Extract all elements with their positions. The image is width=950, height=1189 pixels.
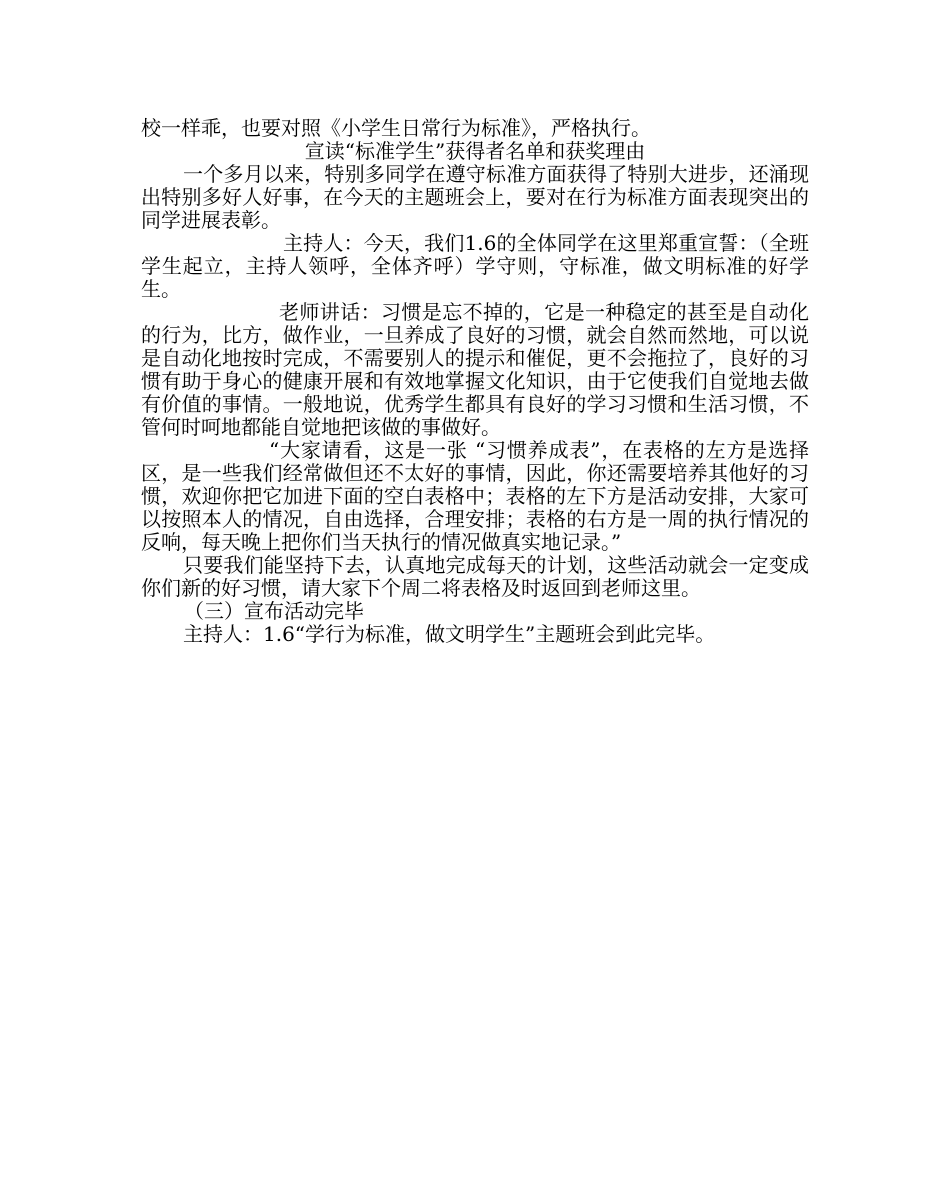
paragraph-teacher-speech: 老师讲话：习惯是忘不掉的，它是一种稳定的甚至是自动化的行为，比方，做作业，一旦养成了良好的习惯，就会自然而然地，可以说是自动化地按时完成，不需要别人的提示和催促，更不会拖拉了，良好的习惯有助于身心的健康开展和有效地掌握文化知识，由于它使我们自觉地去做有价值的事情。一般地说，优秀学生都具有良好的学习习惯和生活习惯，不管何时呵地都能自觉地把该做的事做好。: [141, 300, 809, 439]
paragraph-host-oath: 主持人：今天，我们1.6的全体同学在这里郑重宣誓：（全班学生起立，主持人领呼，全体齐呼）学守则，守标准，做文明标准的好学生。: [141, 231, 809, 301]
section-heading-award: 宣读“标准学生”获得者名单和获奖理由: [304, 139, 646, 163]
document-page: [141, 117, 809, 646]
paragraph-habit-table: “大家请看，这是一张 “习惯养成表”，在表格的左方是选择区，是一些我们经常做但还不太好的事情，因此，你还需要培养其他好的习惯，欢迎你把它加进下面的空白表格中；表格的左下方是活动安排，大家可以按照本人的情况，自由选择，合理安排；表格的右方是一周的执行情况的反响，每天晚上把你们当天执行的情况做真实地记录。”: [141, 438, 809, 554]
paragraph-host-closing: 主持人：1.6“学行为标准，做文明学生”主题班会到此完毕。: [183, 622, 716, 646]
paragraph-award-intro: 一个多月以来，特别多同学在遵守标准方面获得了特别大进步，还涌现出特别多好人好事，在今天的主题班会上，要对在行为标准方面表现突出的同学进展表彰。: [141, 162, 809, 232]
section-heading-closing: （三）宣布活动完毕: [184, 599, 364, 623]
paragraph-continuation: 校一样乖，也要对照《小学生日常行为标准》，严格执行。: [141, 116, 651, 140]
paragraph-persistence: 只要我们能坚持下去，认真地完成每天的计划，这些活动就会一定变成你们新的好习惯，请大家下个周二将表格及时返回到老师这里。: [141, 553, 809, 600]
